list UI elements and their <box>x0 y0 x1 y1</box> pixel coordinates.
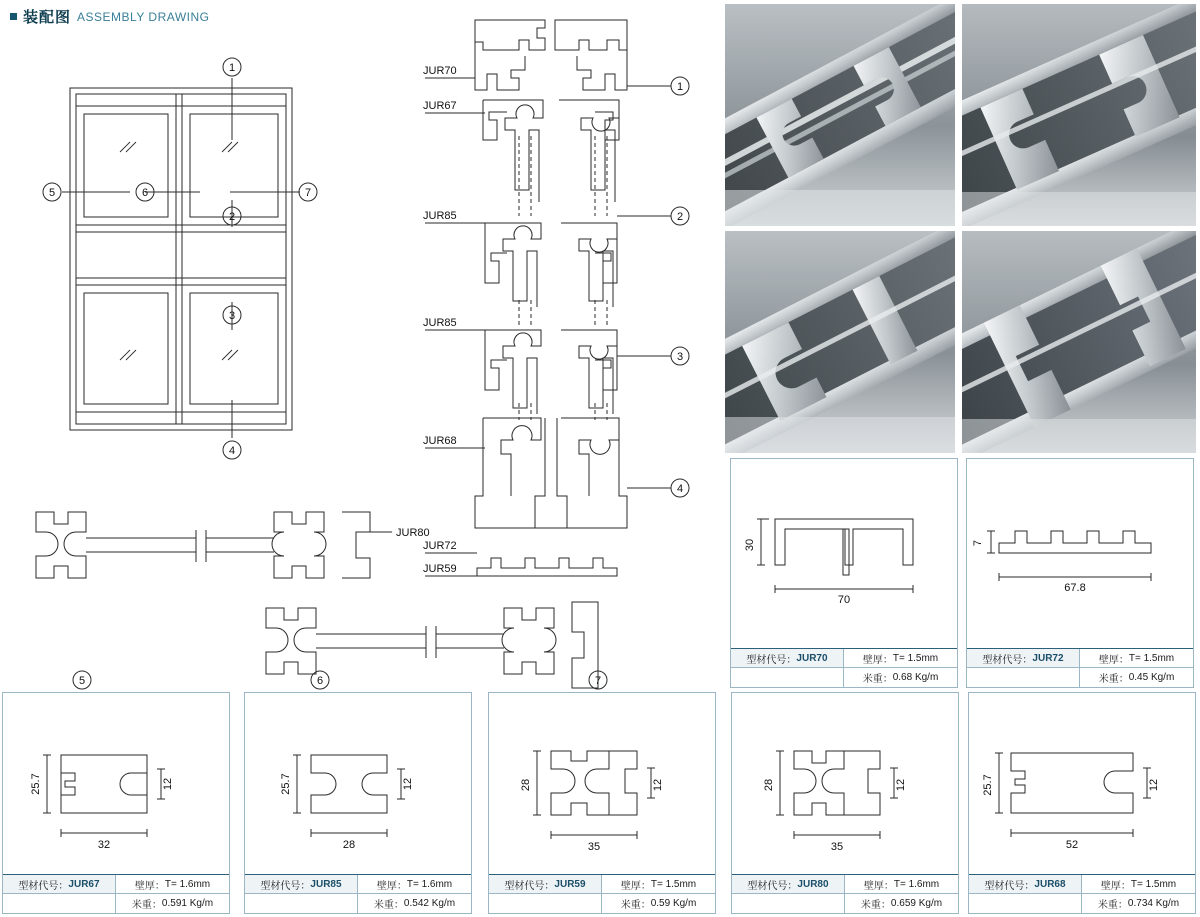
spec-table-jur80 <box>732 874 958 913</box>
spec-code-cell-jur67 <box>3 875 116 893</box>
spec-thickness-cell-jur70 <box>844 649 957 667</box>
spec-card-jur72 <box>966 458 1194 688</box>
spec-code-cell-jur80 <box>732 875 845 893</box>
dim-height-jur72: 7 <box>972 539 984 547</box>
section-callout-3: 3 <box>676 351 684 363</box>
spec-card-jur70 <box>730 458 958 688</box>
spec-table-jur67 <box>3 874 229 913</box>
spec-code-label: 型材代号： <box>747 880 798 892</box>
callout-4: 4 <box>228 445 236 457</box>
dim-width-jur72: 67.8 <box>1064 582 1086 594</box>
spec-weight-cell-jur67 <box>116 894 229 913</box>
dim-width-jur85: 28 <box>342 839 356 851</box>
square-bullet-icon <box>10 13 17 20</box>
spec-weight-cell-jur72 <box>1080 668 1193 687</box>
spec-thickness-value: T= 1.5mm <box>650 878 697 890</box>
profile-photo-2 <box>962 4 1196 226</box>
mullion-callout-6: 6 <box>316 675 324 687</box>
dim-height-jur59: 28 <box>520 778 532 792</box>
spec-thickness-value: T= 1.5mm <box>1128 652 1175 664</box>
label-jur85-b: JUR85 <box>423 317 457 329</box>
spec-table-jur59 <box>489 874 715 913</box>
spec-thickness-label: 壁厚： <box>863 880 894 892</box>
dim-height2-jur85: 12 <box>402 777 414 791</box>
spec-code-value: JUR80 <box>797 878 829 890</box>
spec-card-jur68 <box>968 692 1196 914</box>
spec-drawing-jur80 <box>732 693 958 875</box>
spec-weight-cell-jur68 <box>1082 894 1195 913</box>
spec-code-cell-jur68 <box>969 875 1082 893</box>
spec-weight-value: 0.59 Kg/m <box>650 898 697 909</box>
spec-thickness-value: T= 1.6mm <box>164 878 211 890</box>
mullion-detail-drawing <box>10 490 710 705</box>
spec-thickness-value: T= 1.6mm <box>893 878 940 890</box>
spec-weight-label: 米重： <box>373 900 404 911</box>
spec-thickness-cell-jur68 <box>1082 875 1195 893</box>
section-callout-4: 4 <box>676 483 684 495</box>
spec-weight-value: 0.542 Kg/m <box>403 898 456 909</box>
dim-width-jur67: 32 <box>97 839 111 851</box>
callout-7: 7 <box>304 187 312 199</box>
spec-code-label: 型材代号： <box>746 654 797 666</box>
section-callout-1: 1 <box>676 81 684 93</box>
spec-table-jur68 <box>969 874 1195 913</box>
callout-3: 3 <box>228 310 236 322</box>
spec-drawing-jur72 <box>967 459 1193 649</box>
callout-6: 6 <box>141 187 149 199</box>
label-jur85-a: JUR85 <box>423 210 457 222</box>
spec-weight-label: 米重： <box>860 900 891 911</box>
profile-photo-4 <box>962 231 1196 453</box>
spec-thickness-value: T= 1.5mm <box>1130 878 1177 890</box>
dim-height-jur85: 25.7 <box>280 773 292 795</box>
spec-code-cell-jur59 <box>489 875 602 893</box>
page-title-en: ASSEMBLY DRAWING <box>77 9 210 24</box>
spec-thickness-cell-jur85 <box>358 875 471 893</box>
spec-weight-cell-jur85 <box>358 894 471 913</box>
label-jur67: JUR67 <box>423 100 457 112</box>
spec-code-value: JUR85 <box>310 878 342 890</box>
spec-weight-value: 0.591 Kg/m <box>161 898 214 909</box>
label-jur72: JUR72 <box>423 540 457 552</box>
dim-height-jur70: 30 <box>744 538 756 552</box>
dim-height2-jur80: 12 <box>895 778 907 792</box>
dim-height-jur80: 28 <box>763 778 775 792</box>
spec-card-jur80 <box>731 692 959 914</box>
spec-weight-value: 0.45 Kg/m <box>1128 672 1175 683</box>
profile-photo-3 <box>725 231 955 453</box>
spec-thickness-cell-jur67 <box>116 875 229 893</box>
label-jur59: JUR59 <box>423 563 457 575</box>
profile-photo-1 <box>725 4 955 226</box>
label-jur70: JUR70 <box>423 65 457 77</box>
label-jur68: JUR68 <box>423 435 457 447</box>
spec-thickness-label: 壁厚： <box>1098 654 1129 666</box>
spec-thickness-value: T= 1.6mm <box>406 878 453 890</box>
dim-width-jur70: 70 <box>837 594 851 606</box>
spec-card-jur59 <box>488 692 716 914</box>
spec-drawing-jur59 <box>489 693 715 875</box>
spec-drawing-jur68 <box>969 693 1195 875</box>
dim-height-jur67: 25.7 <box>30 773 42 795</box>
spec-code-label: 型材代号： <box>984 880 1035 892</box>
spec-weight-cell-jur59 <box>602 894 715 913</box>
spec-weight-value: 0.734 Kg/m <box>1127 898 1180 909</box>
spec-weight-label: 米重： <box>620 900 651 911</box>
spec-thickness-label: 壁厚： <box>862 654 893 666</box>
spec-weight-label: 米重： <box>131 900 162 911</box>
spec-weight-label: 米重： <box>1098 674 1129 685</box>
spec-drawing-jur70 <box>731 459 957 649</box>
section-callout-2: 2 <box>676 211 684 223</box>
spec-thickness-value: T= 1.5mm <box>892 652 939 664</box>
callout-2: 2 <box>228 211 236 223</box>
spec-table-jur70 <box>731 648 957 687</box>
dim-height2-jur68: 12 <box>1148 778 1160 792</box>
spec-drawing-jur85 <box>245 693 471 875</box>
spec-thickness-cell-jur72 <box>1080 649 1193 667</box>
spec-table-jur85 <box>245 874 471 913</box>
dim-width-jur59: 35 <box>587 841 601 853</box>
spec-weight-cell-jur70 <box>844 668 957 687</box>
spec-thickness-label: 壁厚： <box>620 880 651 892</box>
page-title-cn: 装配图 <box>23 9 72 26</box>
spec-drawing-jur67 <box>3 693 229 875</box>
spec-code-value: JUR72 <box>1032 652 1064 664</box>
spec-thickness-cell-jur80 <box>845 875 958 893</box>
spec-code-label: 型材代号： <box>504 880 555 892</box>
assembly-elevation-drawing <box>0 20 340 480</box>
spec-card-jur67 <box>2 692 230 914</box>
spec-code-value: JUR59 <box>554 878 586 890</box>
spec-table-jur72 <box>967 648 1193 687</box>
mullion-callout-7: 7 <box>594 675 602 687</box>
spec-code-value: JUR70 <box>796 652 828 664</box>
spec-code-cell-jur70 <box>731 649 844 667</box>
spec-code-cell-jur72 <box>967 649 1080 667</box>
dim-height2-jur59: 12 <box>652 778 664 792</box>
spec-weight-cell-jur80 <box>845 894 958 913</box>
dim-width-jur68: 52 <box>1065 839 1079 851</box>
callout-5: 5 <box>48 187 56 199</box>
spec-thickness-cell-jur59 <box>602 875 715 893</box>
spec-weight-value: 0.68 Kg/m <box>892 672 939 683</box>
spec-weight-label: 米重： <box>862 674 893 685</box>
spec-card-jur85 <box>244 692 472 914</box>
dim-width-jur80: 35 <box>830 841 844 853</box>
spec-thickness-label: 壁厚： <box>1100 880 1131 892</box>
spec-code-label: 型材代号： <box>18 880 69 892</box>
spec-code-value: JUR68 <box>1034 878 1066 890</box>
spec-thickness-label: 壁厚： <box>376 880 407 892</box>
spec-code-cell-jur85 <box>245 875 358 893</box>
spec-code-label: 型材代号： <box>260 880 311 892</box>
label-jur80: JUR80 <box>396 527 430 539</box>
spec-code-value: JUR67 <box>68 878 100 890</box>
spec-weight-label: 米重： <box>1097 900 1128 911</box>
spec-weight-value: 0.659 Kg/m <box>890 898 943 909</box>
spec-code-label: 型材代号： <box>982 654 1033 666</box>
callout-1: 1 <box>228 62 236 74</box>
dim-height-jur68: 25.7 <box>982 774 994 796</box>
mullion-callout-5: 5 <box>78 675 86 687</box>
dim-height2-jur67: 12 <box>162 777 174 791</box>
spec-thickness-label: 壁厚： <box>134 880 165 892</box>
